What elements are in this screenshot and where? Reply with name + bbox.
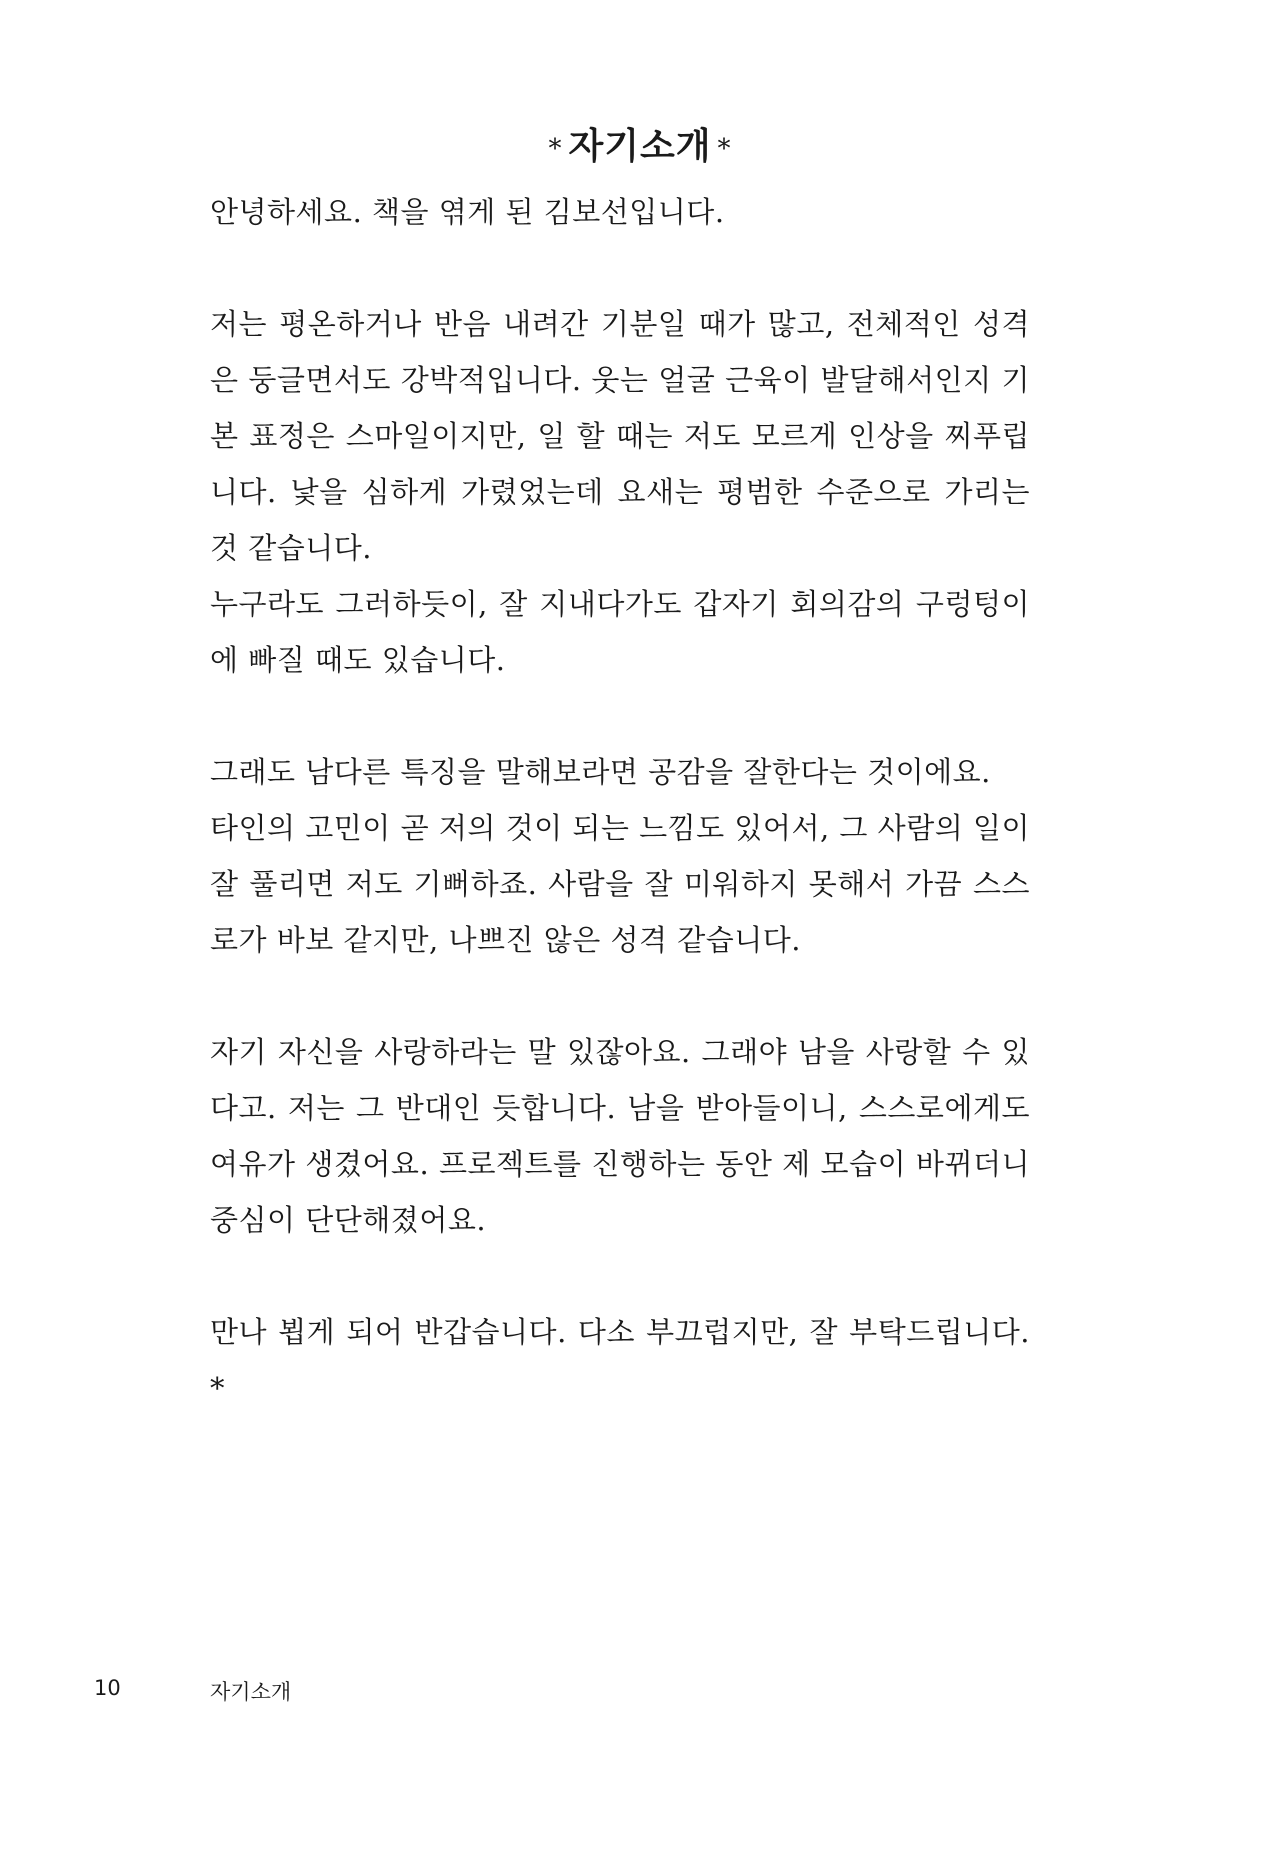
- paragraph-gap: [210, 1248, 1030, 1304]
- paragraph-empathy: 그래도 남다른 특징을 말해보라면 공감을 잘한다는 것이에요.: [210, 755, 991, 789]
- running-title: 자기소개: [210, 1680, 292, 1704]
- page-number: 10: [94, 1676, 121, 1700]
- page-title-text: 자기소개: [568, 125, 712, 167]
- paragraph-empathy-continued: 타인의 고민이 곧 저의 것이 되는 느낌도 있어서, 그 사람의 일이 잘 풀리면 저도 기뻐하죠. 사람을 잘 미워하지 못해서 가끔 스스로가 바보 같지만, 나쁘진 않은 성격 같습니다.: [210, 811, 1030, 957]
- paragraph-personality-continued: 누구라도 그러하듯이, 잘 지내다가도 갑자기 회의감의 구렁텅이에 빠질 때도 있습니다.: [210, 587, 1030, 677]
- paragraph-greeting: 안녕하세요. 책을 엮게 된 김보선입니다.: [210, 195, 725, 229]
- paragraph-closing: 만나 뵙게 되어 반갑습니다. 다소 부끄럽지만, 잘 부탁드립니다. *: [210, 1315, 1030, 1405]
- page-footer: [0, 1676, 1280, 1716]
- paragraph-gap: [210, 688, 1030, 744]
- star-ornament-left: *: [548, 134, 563, 164]
- page-title: [0, 120, 1280, 175]
- paragraph-personality: 저는 평온하거나 반음 내려간 기분일 때가 많고, 전체적인 성격은 둥글면서도 강박적입니다. 웃는 얼굴 근육이 발달해서인지 기본 표정은 스마일이지만, 일 할 때는 저도 모르게 인상을 찌푸립니다. 낯을 심하게 가렸었는데 요새는 평범한 수준으로 가리는 것 같습니다.: [210, 307, 1030, 565]
- paragraph-self-love: 자기 자신을 사랑하라는 말 있잖아요. 그래야 남을 사랑할 수 있다고. 저는 그 반대인 듯합니다. 남을 받아들이니, 스스로에게도 여유가 생겼어요. 프로젝트를 진행하는 동안 제 모습이 바뀌더니 중심이 단단해졌어요.: [210, 1035, 1030, 1237]
- paragraph-gap: [210, 240, 1030, 296]
- body-text: [210, 184, 1030, 1416]
- paragraph-gap: [210, 968, 1030, 1024]
- star-ornament-right: *: [717, 134, 732, 164]
